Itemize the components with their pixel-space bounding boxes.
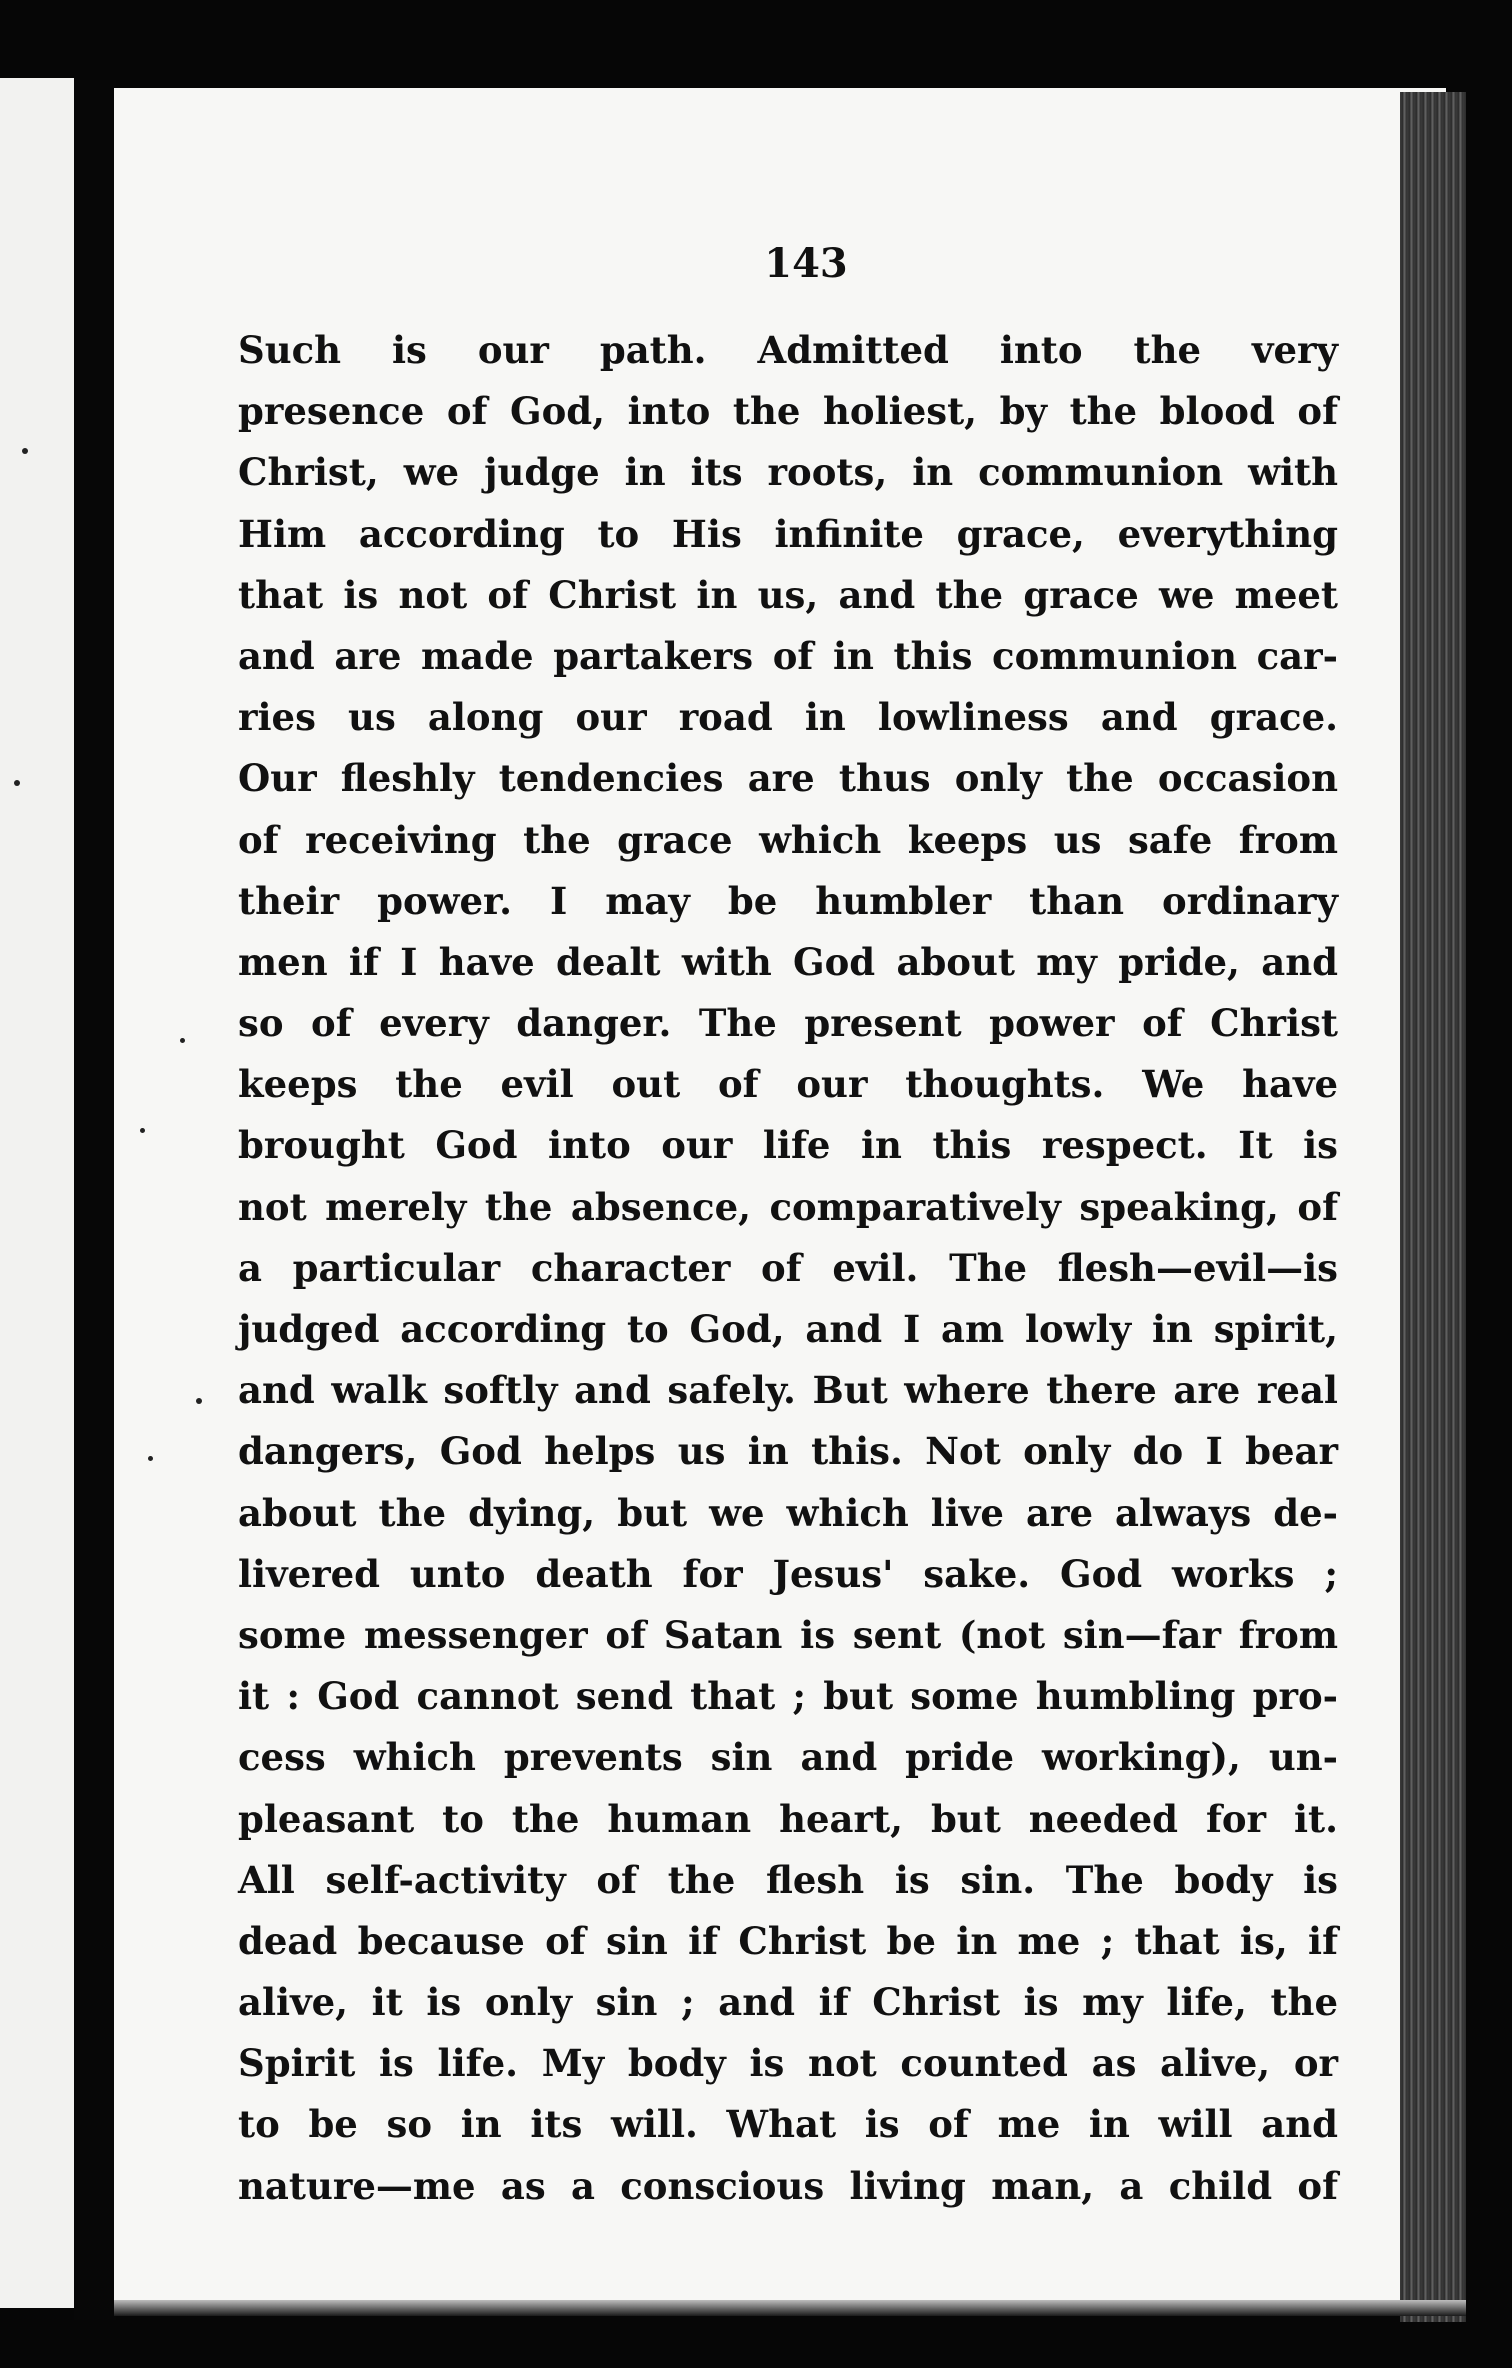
text-line: keeps the evil out of our thoughts. We have <box>238 1062 1338 1107</box>
text-line: Such is our path. Admitted into the very <box>238 328 1338 372</box>
text-line: Spirit is life. My body is not counted as alive, or <box>238 2041 1338 2086</box>
text-line: to be so in its will. What is of me in will and <box>238 2102 1338 2147</box>
ink-speck <box>140 1128 145 1133</box>
text-line: pleasant to the human heart, but needed for it. <box>238 1796 1338 1841</box>
text-line: dead because of sin if Christ be in me ; that is, if <box>238 1918 1338 1963</box>
text-line: and walk softly and safely. But where there are real <box>238 1368 1338 1413</box>
text-line: alive, it is only sin ; and if Christ is my life, the <box>238 1980 1338 2025</box>
text-line: that is not of Christ in us, and the grace we meet <box>238 572 1338 617</box>
text-line: and are made partakers of in this communion car- <box>238 633 1338 678</box>
binding-gutter <box>74 80 116 2320</box>
text-line: Him according to His infinite grace, everything <box>238 511 1338 556</box>
ink-speck <box>148 1456 153 1461</box>
page-number: 143 <box>764 240 848 287</box>
text-line: judged according to God, and I am lowly in spirit, <box>238 1307 1338 1351</box>
text-line: about the dying, but we which live are always de- <box>238 1490 1338 1535</box>
text-line: Our fleshly tendencies are thus only the occasion <box>238 756 1338 801</box>
ink-speck <box>196 1398 202 1404</box>
page-bottom-edge <box>114 2300 1466 2316</box>
body-text <box>238 320 1338 2217</box>
text-line: not merely the absence, comparatively speaking, of <box>238 1184 1338 1229</box>
text-line: brought God into our life in this respect. It is <box>238 1123 1338 1168</box>
text-line: dangers, God helps us in this. Not only do I bear <box>238 1429 1338 1474</box>
text-line: men if I have dealt with God about my pride, and <box>238 939 1338 984</box>
text-line: it : God cannot send that ; but some humbling pro- <box>238 1674 1338 1719</box>
text-line: ries us along our road in lowliness and grace. <box>238 695 1338 740</box>
text-line: All self-activity of the flesh is sin. The body is <box>238 1857 1338 1902</box>
text-line: livered unto death for Jesus' sake. God works ; <box>238 1551 1338 1596</box>
page-fore-edge <box>1400 92 1466 2322</box>
ink-speck <box>180 1038 185 1043</box>
text-line: their power. I may be humbler than ordinary <box>238 878 1338 923</box>
text-line: so of every danger. The present power of Christ <box>238 1001 1338 1046</box>
facing-page-edge <box>0 78 74 2308</box>
text-line: some messenger of Satan is sent (not sin—far from <box>238 1612 1338 1657</box>
text-line: of receiving the grace which keeps us safe from <box>238 817 1338 862</box>
text-line: cess which prevents sin and pride working), un- <box>238 1735 1338 1780</box>
text-line: a particular character of evil. The flesh—evil—is <box>238 1245 1338 1290</box>
text-line: presence of God, into the holiest, by the blood of <box>238 389 1338 434</box>
text-line: Christ, we judge in its roots, in communion with <box>238 450 1338 495</box>
ink-speck <box>22 448 28 454</box>
ink-speck <box>14 780 20 786</box>
text-line: nature—me as a conscious living man, a child of <box>238 2163 1338 2208</box>
